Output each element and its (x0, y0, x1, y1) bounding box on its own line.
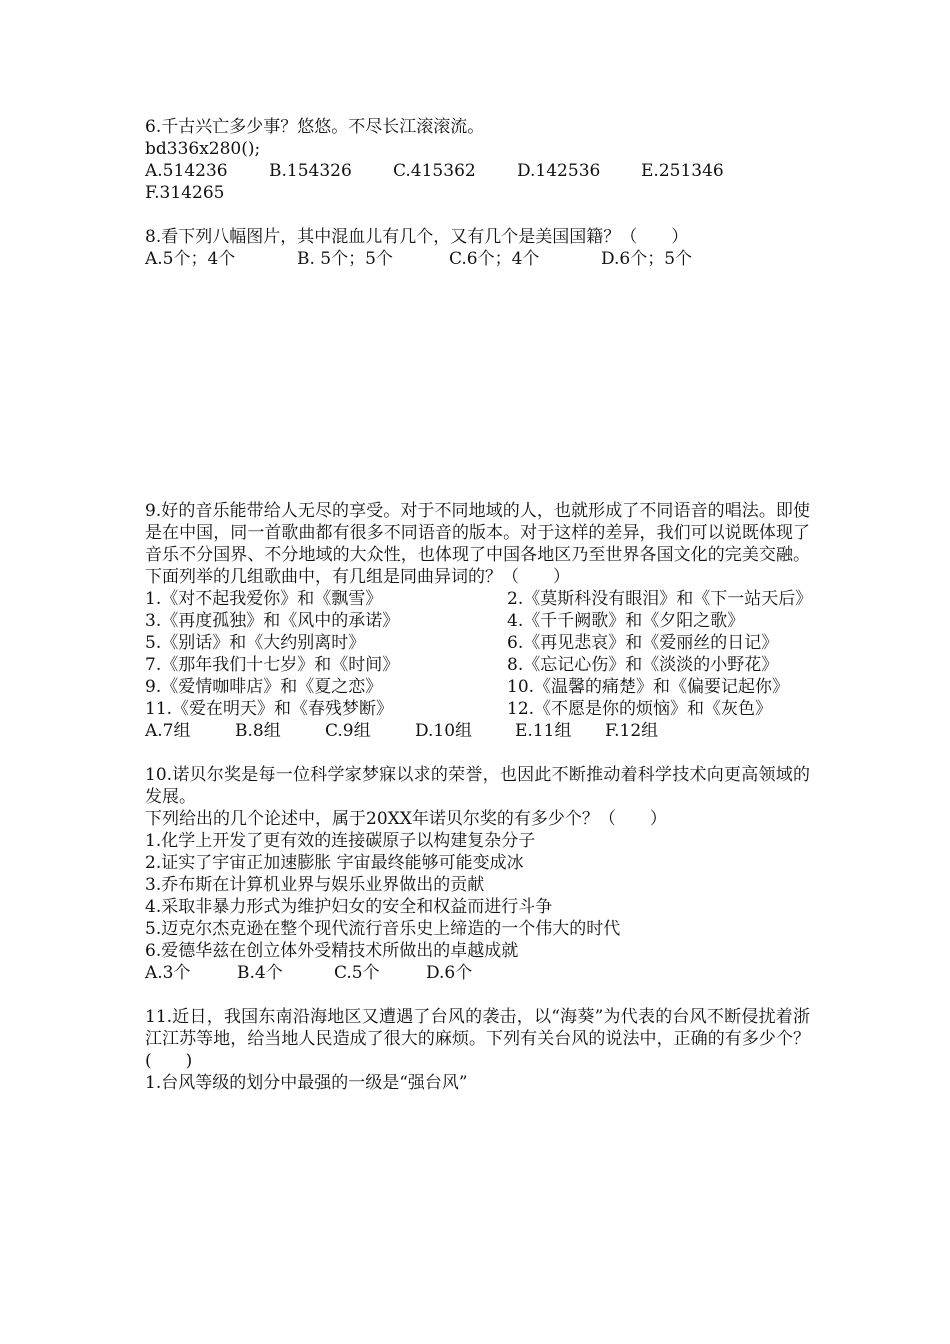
song-pair-6: 6.《再见悲哀》和《爱丽丝的日记》 (507, 633, 779, 653)
song-pair-12: 12.《不愿是你的烦恼》和《灰色》 (507, 699, 773, 719)
question-10-options (145, 962, 810, 984)
question-10-prompt: 下列给出的几个论述中，属于20XX年诺贝尔奖的有多少个？（ ） (145, 809, 667, 829)
song-pair-1: 1.《对不起我爱你》和《飘雪》 (145, 589, 383, 609)
list-item: 4.采取非暴力形式为维护妇女的安全和权益而进行斗争 (145, 897, 553, 917)
song-pair-9: 9.《爱情咖啡店》和《夏之恋》 (145, 677, 383, 697)
option-d: D.142536 (517, 161, 601, 181)
list-item: 5.迈克尔杰克逊在整个现代流行音乐史上缔造的一个伟大的时代 (145, 919, 621, 939)
list-item: 1.化学上开发了更有效的连接碳原子以构建复杂分子 (145, 831, 536, 851)
option-c: C.5个 (334, 963, 380, 983)
option-b: B.4个 (237, 963, 283, 983)
question-11 (145, 1006, 810, 1094)
option-b: B.8组 (235, 721, 281, 741)
option-c: C.9组 (325, 721, 371, 741)
option-b: B.154326 (269, 161, 352, 181)
question-6-options (145, 160, 810, 182)
ad-code-text: bd336x280(); (145, 139, 261, 159)
option-a: A.5个；4个 (145, 249, 236, 269)
option-b: B. 5个；5个 (297, 249, 393, 269)
question-9-text: 9.好的音乐能带给人无尽的享受。对于不同地域的人，也就形成了不同语音的唱法。即使是在中国，同一首歌曲都有很多不同语音的版本。对于这样的差异，我们可以说既体现了音乐不分国界、不分地域的大众性，也体现了中国各地区乃至世界各国文化的完美交融。下面列举的几组歌曲中，有几组是同曲异词的？（ ） (145, 501, 810, 587)
option-a: A.514236 (145, 161, 228, 181)
list-item: 3.乔布斯在计算机业界与娱乐业界做出的贡献 (145, 875, 485, 895)
list-item: 1.台风等级的划分中最强的一级是“强台风” (145, 1073, 468, 1093)
question-9 (145, 500, 813, 742)
song-pair-2: 2.《莫斯科没有眼泪》和《下一站天后》 (507, 589, 813, 609)
option-f: F.12组 (605, 721, 659, 741)
question-9-options (145, 720, 810, 742)
question-6 (145, 116, 810, 204)
image-area-blank (145, 270, 810, 500)
option-c: C.415362 (393, 161, 476, 181)
question-8-text: 8.看下列八幅图片，其中混血儿有几个，又有几个是美国国籍？（ ） (145, 227, 689, 247)
option-d: D.6个 (426, 963, 473, 983)
question-8 (145, 226, 810, 270)
song-pairs-list (145, 588, 813, 720)
option-d: D.10组 (415, 721, 473, 741)
question-10 (145, 764, 810, 984)
song-pair-7: 7.《那年我们十七岁》和《时间》 (145, 655, 400, 675)
option-a: A.3个 (145, 963, 191, 983)
song-pair-3: 3.《再度孤独》和《风中的承诺》 (145, 611, 400, 631)
list-item: 2.证实了宇宙正加速膨胀 宇宙最终能够可能变成冰 (145, 853, 524, 873)
option-c: C.6个；4个 (449, 249, 540, 269)
question-8-options (145, 248, 810, 270)
question-11-text: 11.近日，我国东南沿海地区又遭遇了台风的袭击，以“海葵”为代表的台风不断侵扰着浙江江苏等地，给当地人民造成了很大的麻烦。下列有关台风的说法中，正确的有多少个？( ) (145, 1007, 810, 1071)
song-pair-5: 5.《别话》和《大约别离时》 (145, 633, 366, 653)
option-a: A.7组 (145, 721, 191, 741)
song-pair-10: 10.《温馨的痛楚》和《偏要记起你》 (507, 677, 790, 697)
document-page (145, 116, 813, 1094)
option-e: E.251346 (641, 161, 724, 181)
song-pair-11: 11.《爱在明天》和《春残梦断》 (145, 699, 394, 719)
question-10-text: 10.诺贝尔奖是每一位科学家梦寐以求的荣誉，也因此不断推动着科学技术向更高领域的发展。 (145, 765, 810, 807)
song-pair-8: 8.《忘记心伤》和《淡淡的小野花》 (507, 655, 779, 675)
option-d: D.6个；5个 (601, 249, 693, 269)
list-item: 6.爱德华兹在创立体外受精技术所做出的卓越成就 (145, 941, 519, 961)
option-e: E.11组 (515, 721, 572, 741)
option-f: F.314265 (145, 183, 225, 203)
question-6-text: 6.千古兴亡多少事？悠悠。不尽长江滚滚流。 (145, 117, 485, 137)
song-pair-4: 4.《千千阙歌》和《夕阳之歌》 (507, 611, 745, 631)
